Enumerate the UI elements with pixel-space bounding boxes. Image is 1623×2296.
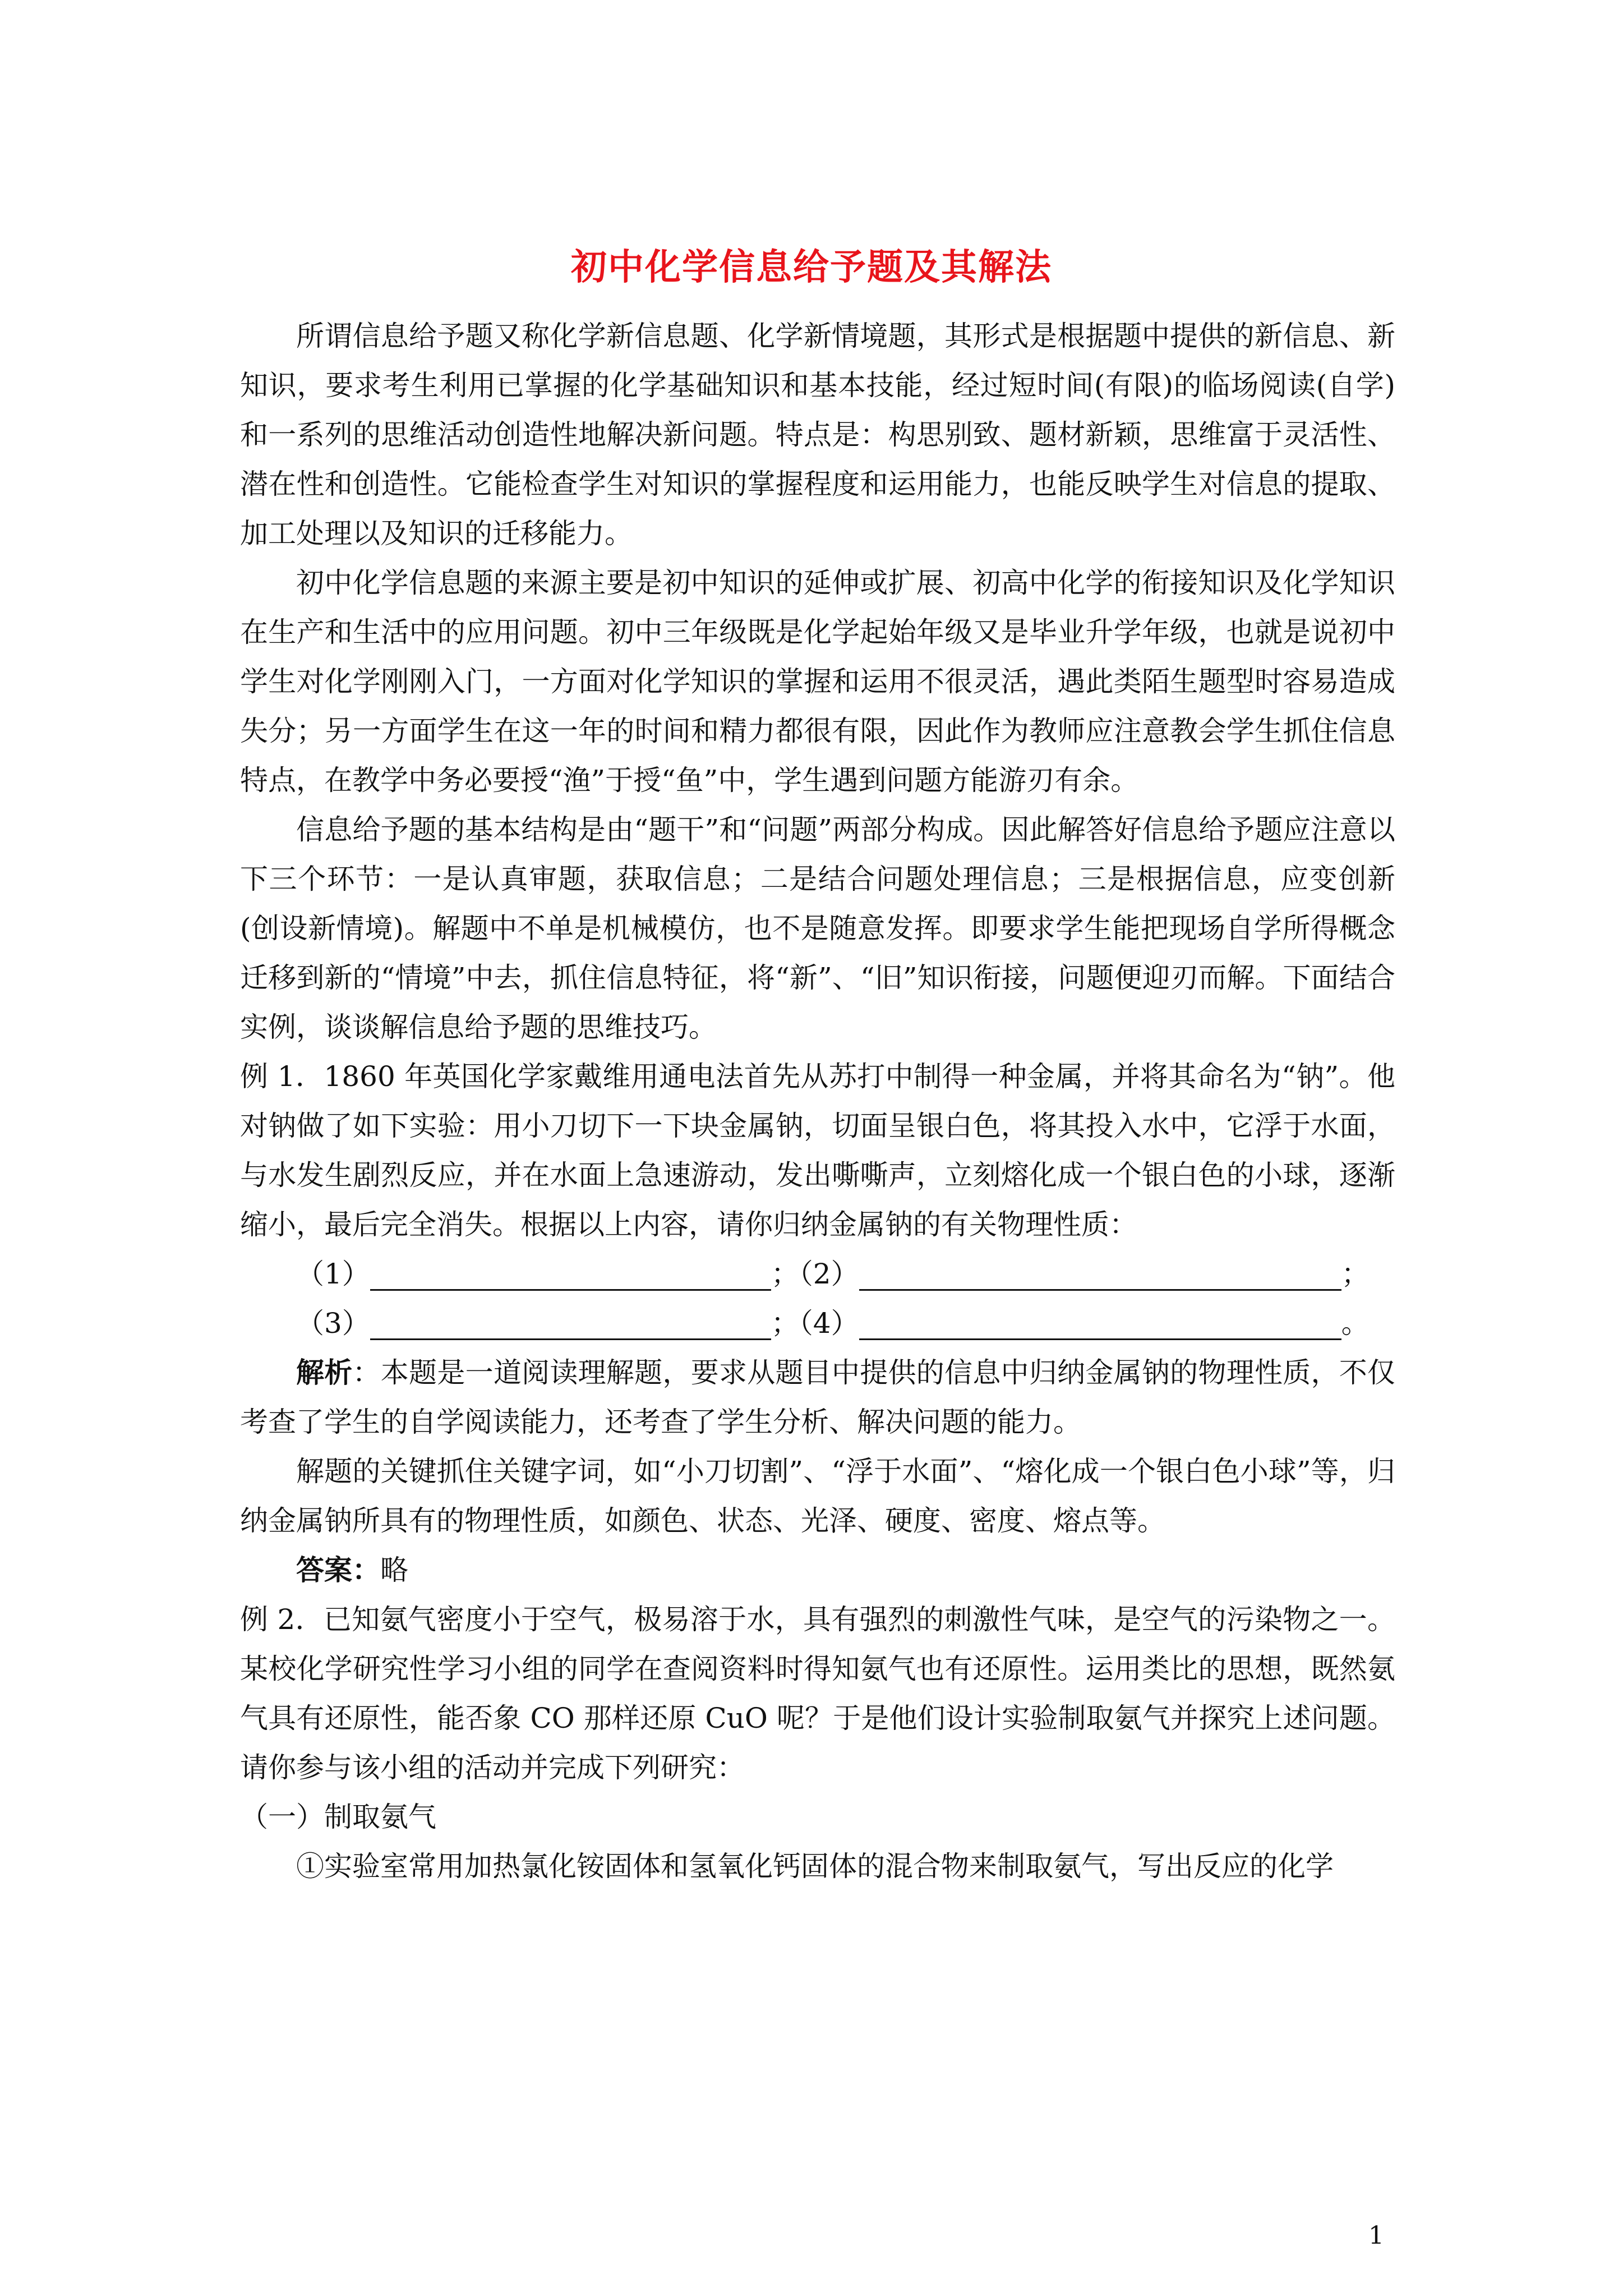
section-heading: （一）制取氨气 xyxy=(240,1801,436,1833)
blank-label-2: ；（2） xyxy=(771,1258,859,1290)
answer-blank-3[interactable] xyxy=(370,1309,771,1340)
key-paragraph: 解题的关键抓住关键字词，如“小刀切割”、“浮于水面”、“熔化成一个银白色小球”等，归纳金属钠所具有的物理性质，如颜色、状态、光泽、硬度、密度、熔点等。 xyxy=(240,1455,1395,1537)
answer-paragraph xyxy=(240,1545,1395,1595)
blank-label-1: （1） xyxy=(296,1258,370,1290)
example-2-item-1: ①实验室常用加热氯化铵固体和氢氧化钙固体的混合物来制取氨气，写出反应的化学 xyxy=(296,1850,1334,1883)
answer-blanks-row-1 xyxy=(240,1249,1395,1299)
answer-blank-1[interactable] xyxy=(370,1260,771,1291)
structure-paragraph: 信息给予题的基本结构是由“题干”和“问题”两部分构成。因此解答好信息给予题应注意以下三个环节：一是认真审题，获取信息；二是结合问题处理信息；三是根据信息，应变创新(创设新情境)。解题中不单是机械模仿，也不是随意发挥。即要求学生能把现场自学所得概念迁移到新的“情境”中去，抓住信息特征，将“新”、“旧”知识衔接，问题便迎刃而解。下面结合实例，谈谈解信息给予题的思维技巧。 xyxy=(240,813,1395,1043)
intro-paragraph: 所谓信息给予题又称化学新信息题、化学新情境题，其形式是根据题中提供的新信息、新知识，要求考生利用已掌握的化学基础知识和基本技能，经过短时间(有限)的临场阅读(自学)和一系列的思维活动创造性地解决新问题。特点是：构思别致、题材新颖，思维富于灵活性、潜在性和创造性。它能检查学生对知识的掌握程度和运用能力，也能反映学生对信息的提取、加工处理以及知识的迁移能力。 xyxy=(240,320,1395,550)
example-2-text: 例 2．已知氨气密度小于空气，极易溶于水，具有强烈的刺激性气味，是空气的污染物之一。某校化学研究性学习小组的同学在查阅资料时得知氨气也有还原性。运用类比的思想，既然氨气具有还原性，能否象 CO 那样还原 CuO 呢？于是他们设计实验制取氨气并探究上述问题。请你参与该小组的活动并完成下列研究： xyxy=(240,1603,1395,1784)
blank-end-2: 。 xyxy=(1341,1307,1370,1340)
answer-blank-2[interactable] xyxy=(859,1260,1341,1291)
answer-blank-4[interactable] xyxy=(859,1309,1341,1340)
example-1-text: 例 1．1860 年英国化学家戴维用通电法首先从苏打中制得一种金属，并将其命名为“钠”。他对钠做了如下实验：用小刀切下一下块金属钠，切面呈银白色，将其投入水中，它浮于水面，与水发生剧烈反应，并在水面上急速游动，发出嘶嘶声，立刻熔化成一个银白色的小球，逐渐缩小，最后完全消失。根据以上内容，请你归纳金属钠的有关物理性质： xyxy=(240,1060,1395,1241)
page-title: 初中化学信息给予题及其解法 xyxy=(571,246,1052,288)
analysis-paragraph xyxy=(240,1348,1395,1447)
blank-label-4: ；（4） xyxy=(771,1307,859,1340)
analysis-text: ：本题是一道阅读理解题，要求从题目中提供的信息中归纳金属钠的物理性质，不仅考查了学生的自学阅读能力，还考查了学生分析、解决问题的能力。 xyxy=(240,1356,1396,1438)
blank-end-1: ； xyxy=(1341,1258,1370,1290)
source-paragraph: 初中化学信息题的来源主要是初中知识的延伸或扩展、初高中化学的衔接知识及化学知识在生产和生活中的应用问题。初中三年级既是化学起始年级又是毕业升学年级，也就是说初中学生对化学刚刚入门，一方面对化学知识的掌握和运用不很灵活，遇此类陌生题型时容易造成失分；另一方面学生在这一年的时间和精力都很有限，因此作为教师应注意教会学生抓住信息特点，在教学中务必要授“渔”于授“鱼”中，学生遇到问题方能游刃有余。 xyxy=(240,567,1395,797)
blank-label-3: （3） xyxy=(296,1307,370,1340)
document-body xyxy=(240,311,1395,1891)
answer-label: 答案： xyxy=(296,1553,380,1586)
answer-text: 略 xyxy=(380,1554,408,1586)
page-number: 1 xyxy=(1368,2221,1384,2250)
answer-blanks-row-2 xyxy=(240,1299,1395,1348)
analysis-label: 解析 xyxy=(296,1356,353,1389)
